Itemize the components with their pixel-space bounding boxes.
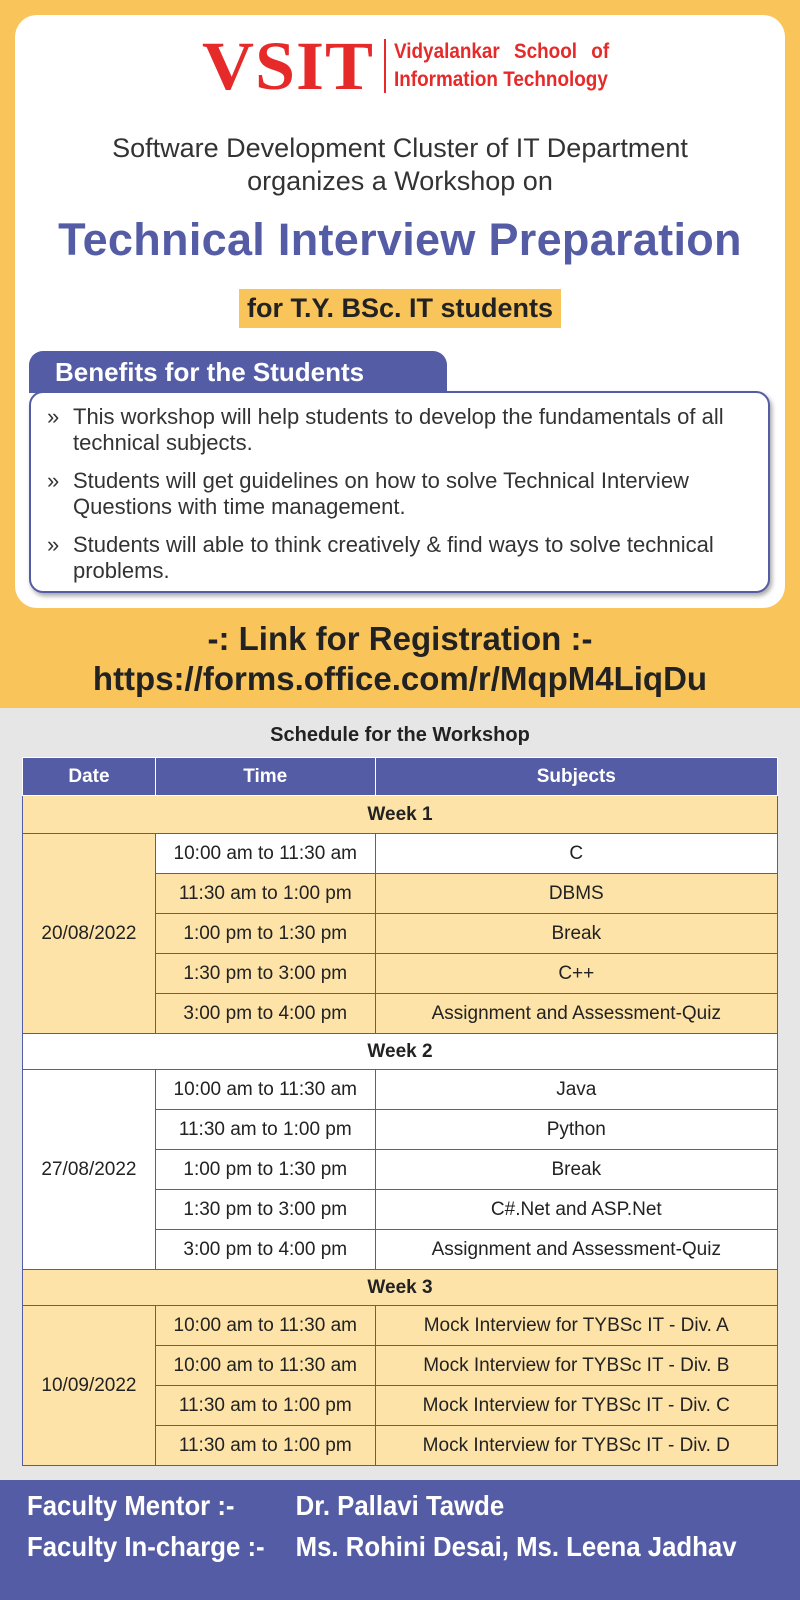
benefit-text: This workshop will help students to develop the fundamentals of all technical subjects.	[73, 404, 724, 455]
header-time: Time	[155, 758, 375, 796]
time-cell: 1:00 pm to 1:30 pm	[155, 1150, 375, 1190]
organizer-line2: organizes a Workshop on	[247, 166, 553, 196]
vsit-logo	[202, 28, 633, 104]
time-cell: 1:30 pm to 3:00 pm	[155, 954, 375, 994]
week-label: Week 2	[23, 1034, 778, 1070]
subject-cell: Mock Interview for TYBSc IT - Div. B	[375, 1346, 777, 1386]
logo-school-name	[394, 38, 609, 94]
incharge-name: Ms. Rohini Desai, Ms. Leena Jadhav	[295, 1531, 737, 1562]
benefit-item	[43, 404, 763, 456]
incharge-label: Faculty In-charge :-	[27, 1531, 265, 1562]
time-cell: 11:30 am to 1:00 pm	[155, 1426, 375, 1466]
table-header-row	[23, 758, 778, 796]
date-cell: 20/08/2022	[23, 834, 156, 1034]
mentor-name: Dr. Pallavi Tawde	[295, 1490, 505, 1521]
faculty-incharge	[27, 1531, 737, 1563]
date-cell: 27/08/2022	[23, 1070, 156, 1270]
time-cell: 11:30 am to 1:00 pm	[155, 1110, 375, 1150]
benefit-text: Students will get guidelines on how to solve Technical Interview Questions with time management.	[73, 468, 689, 519]
benefit-text: Students will able to think creatively & find ways to solve technical problems.	[73, 532, 714, 583]
time-cell: 10:00 am to 11:30 am	[155, 1306, 375, 1346]
table-row	[23, 1306, 778, 1346]
subject-cell: C#.Net and ASP.Net	[375, 1190, 777, 1230]
audience-wrap	[0, 289, 800, 328]
week-row	[23, 1034, 778, 1070]
table-row	[23, 1070, 778, 1110]
registration-section	[0, 619, 800, 699]
time-cell: 10:00 am to 11:30 am	[155, 1346, 375, 1386]
registration-heading: -: Link for Registration :-	[207, 620, 593, 657]
subject-cell: Mock Interview for TYBSc IT - Div. D	[375, 1426, 777, 1466]
subject-cell: Assignment and Assessment-Quiz	[375, 994, 777, 1034]
benefits-heading: Benefits for the Students	[29, 351, 447, 393]
logo-name-line1: Vidyalankar School of	[394, 40, 610, 63]
bullet-icon: »	[47, 404, 60, 429]
header-subjects: Subjects	[375, 758, 777, 796]
time-cell: 3:00 pm to 4:00 pm	[155, 994, 375, 1034]
table-row	[23, 834, 778, 874]
logo-name-line2: Information Technology	[394, 68, 608, 91]
subject-cell: Assignment and Assessment-Quiz	[375, 1230, 777, 1270]
time-cell: 11:30 am to 1:00 pm	[155, 1386, 375, 1426]
mentor-label: Faculty Mentor :-	[27, 1490, 235, 1521]
subject-cell: Python	[375, 1110, 777, 1150]
benefit-item	[43, 532, 763, 584]
registration-link[interactable]: https://forms.office.com/r/MqpM4LiqDu	[92, 660, 708, 697]
bullet-icon: »	[47, 532, 60, 557]
subject-cell: Break	[375, 1150, 777, 1190]
time-cell: 11:30 am to 1:00 pm	[155, 874, 375, 914]
schedule-table	[22, 757, 778, 1466]
subject-cell: Mock Interview for TYBSc IT - Div. A	[375, 1306, 777, 1346]
subject-cell: C	[375, 834, 777, 874]
time-cell: 1:30 pm to 3:00 pm	[155, 1190, 375, 1230]
faculty-mentor	[27, 1490, 504, 1522]
date-cell: 10/09/2022	[23, 1306, 156, 1466]
week-row	[23, 1270, 778, 1306]
week-label: Week 1	[23, 796, 778, 834]
time-cell: 10:00 am to 11:30 am	[155, 1070, 375, 1110]
time-cell: 3:00 pm to 4:00 pm	[155, 1230, 375, 1270]
subject-cell: Java	[375, 1070, 777, 1110]
benefit-item	[43, 468, 763, 520]
organizer-text	[0, 132, 800, 198]
subject-cell: Mock Interview for TYBSc IT - Div. C	[375, 1386, 777, 1426]
logo-divider	[384, 39, 386, 93]
subject-cell: DBMS	[375, 874, 777, 914]
audience-badge: for T.Y. BSc. IT students	[239, 289, 561, 328]
subject-cell: C++	[375, 954, 777, 994]
time-cell: 10:00 am to 11:30 am	[155, 834, 375, 874]
week-row	[23, 796, 778, 834]
organizer-line1: Software Development Cluster of IT Department	[112, 133, 688, 163]
time-cell: 1:00 pm to 1:30 pm	[155, 914, 375, 954]
bullet-icon: »	[47, 468, 60, 493]
week-label: Week 3	[23, 1270, 778, 1306]
workshop-title: Technical Interview Preparation	[58, 214, 742, 265]
header-date: Date	[23, 758, 156, 796]
schedule-title: Schedule for the Workshop	[270, 724, 530, 746]
benefits-list	[43, 404, 763, 596]
subject-cell: Break	[375, 914, 777, 954]
logo-mark: VSIT	[202, 28, 375, 104]
